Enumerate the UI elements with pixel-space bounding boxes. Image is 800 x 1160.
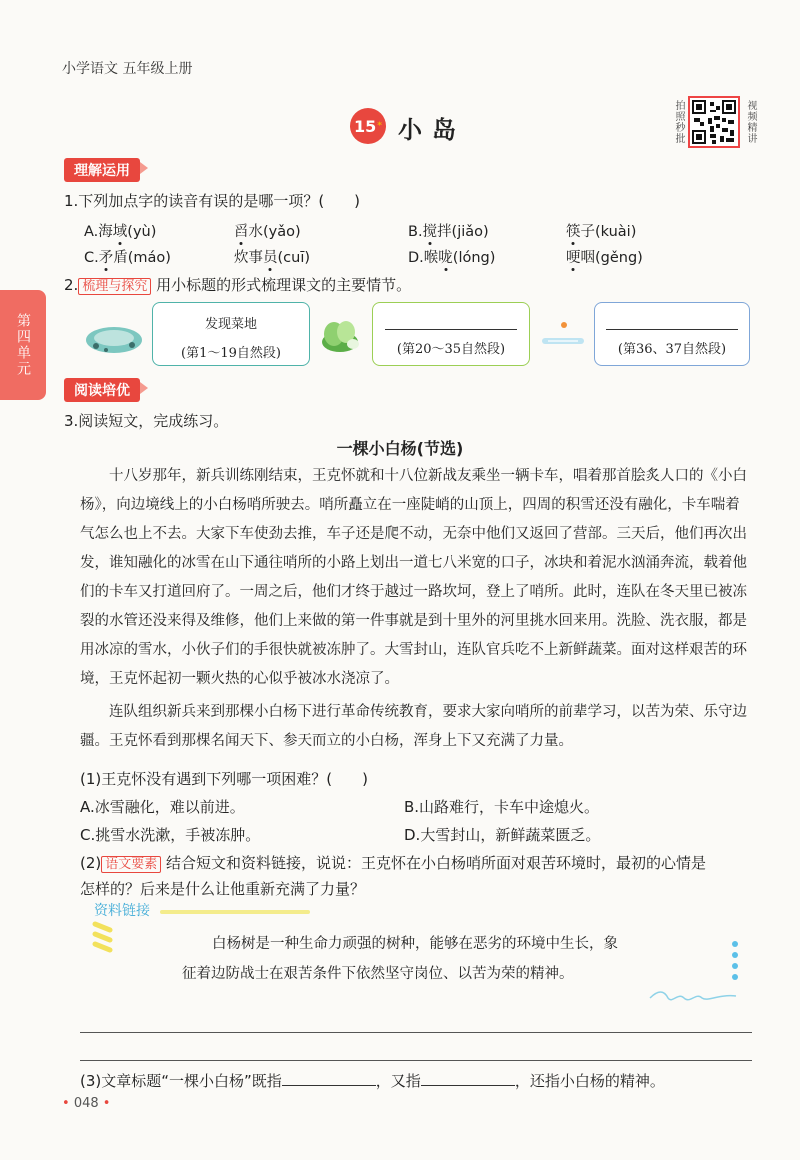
sub1-option-a: A.冰雪融化，难以前进。: [80, 798, 245, 816]
sub3-blank-2[interactable]: [421, 1071, 515, 1086]
qr-code-area: [672, 96, 756, 148]
q2-skill-tag: 梳理与探究: [78, 278, 151, 295]
q1-option-d2: 哽咽(gěng): [566, 250, 643, 266]
passage: [80, 462, 752, 756]
sub3-blank-1[interactable]: [282, 1071, 376, 1086]
qr-code-icon[interactable]: [688, 96, 740, 148]
question-2-stem: 2. 梳理与探究 用小标题的形式梳理课文的主要情节。: [64, 276, 412, 294]
resource-text-line-1: 白杨树是一种生命力顽强的树种，能够在恶劣的环境中生长，象: [212, 936, 618, 952]
unit-side-tab: 第四单元: [0, 290, 46, 400]
pencil-decoration-icon: [92, 920, 114, 964]
section-tag-reading: 阅读培优: [64, 378, 140, 402]
question-1-stem: 1.下列加点字的读音有误的是哪一项？( ): [64, 192, 361, 210]
answer-line-2[interactable]: [80, 1060, 752, 1061]
section-tag-comprehension: 理解运用: [64, 158, 140, 182]
page-number: • 048 •: [62, 1096, 111, 1111]
plot-box-3-answer-line[interactable]: [606, 329, 738, 330]
answer-line-1[interactable]: [80, 1032, 752, 1033]
plot-box-2[interactable]: [372, 302, 530, 366]
sub-question-3: (3)文章标题“一棵小白杨”既指 ，又指 ，还指小白杨的精神。: [80, 1072, 665, 1090]
plot-box-1: [152, 302, 310, 366]
sub-question-2-line-2: 怎样的？后来是什么让他重新充满了力量？: [80, 880, 366, 898]
passage-paragraph-1: 十八岁那年，新兵训练刚结束，王克怀就和十八位新战友乘坐一辆卡车，唱着那首脍炙人口的《小白杨》，向边境线上的小白杨哨所驶去。哨所矗立在一座陡峭的山顶上，四周的积雪还没有融化，卡车喘着气怎么也上不去。大家下车使劲去推，车子还是爬不动，无奈中他们又返回了营部。三天后，他们再次出发，谁知融化的冰雪在山下通往哨所的小路上划出一道七八米宽的口子，冰块和着泥水汹涌奔流，载着他们的卡车又打道回府了。一周之后，他们才终于越过一路坎坷，登上了哨所。此时，连队在冬天里已被冻裂的水管还没来得及维修，他们上来做的第一件事就是到十里外的河里挑水回来用。洗脸、洗衣服，都是用冰凉的雪水，小伙子们的手很快就被冻肿了。大雪封山，连队官兵吃不上新鲜蔬菜。面对这样艰苦的环境，王克怀起初一颗火热的心似乎被冰水浇凉了。: [80, 468, 747, 687]
lesson-number-badge: 15 *: [350, 108, 386, 144]
question-3-stem: 3.阅读短文，完成练习。: [64, 412, 229, 430]
cabbage-icon: [318, 318, 364, 358]
plot-box-3[interactable]: [594, 302, 750, 366]
q1-option-a1: A.海域(yù): [84, 224, 157, 240]
passage-paragraph-2: 连队组织新兵来到那棵小白杨下进行革命传统教育，要求大家向哨所的前辈学习，以苦为荣、乐守边疆。王克怀看到那棵名闻天下、参天而立的小白杨，浑身上下又充满了力量。: [80, 704, 747, 749]
qr-left-text: 拍照秒批: [673, 100, 684, 144]
resource-text-line-2: 征着边防战士在艰苦条件下依然坚守岗位、以苦为荣的精神。: [182, 966, 574, 982]
q1-option-d1: D.喉咙(lóng): [408, 250, 496, 266]
sub-question-1: (1)王克怀没有遇到下列哪一项困难？( ): [80, 770, 368, 788]
book-header: 小学语文 五年级上册: [62, 61, 193, 77]
plot-box-1-range: (第1～19自然段): [181, 346, 281, 361]
wave-decoration-icon: [648, 988, 738, 1008]
sub1-option-d: D.大雪封山，新鲜蔬菜匮乏。: [404, 826, 601, 844]
plot-box-2-range: (第20～35自然段): [396, 342, 506, 357]
passage-title: 一棵小白杨(节选): [336, 439, 464, 458]
q1-option-c2: 炊事员(cuī): [234, 250, 311, 266]
sub2-skill-tag: 语文要素: [101, 856, 161, 873]
lesson-title: 小岛: [398, 116, 466, 144]
resource-link-label: 资料链接: [94, 903, 150, 919]
plot-box-2-answer-line[interactable]: [385, 329, 517, 330]
lamp-icon: [540, 320, 586, 354]
island-icon: [84, 318, 144, 360]
q1-option-b1: B.搅拌(jiǎo): [408, 224, 489, 240]
plot-box-1-title: 发现菜地: [204, 317, 257, 332]
resource-highlight-bar: [160, 910, 310, 914]
dots-decoration-icon: [730, 940, 740, 994]
sub-question-2: (2) 语文要素 结合短文和资料链接，说说：王克怀在小白杨哨所面对艰苦环境时，最初的心情是: [80, 854, 707, 872]
sub1-option-c: C.挑雪水洗漱，手被冻肿。: [80, 826, 261, 844]
q1-option-b2: 筷子(kuài): [566, 224, 637, 240]
plot-box-3-range: (第36、37自然段): [617, 342, 727, 357]
q1-option-c1: C.矛盾(máo): [84, 250, 171, 266]
q1-option-a2: 舀水(yǎo): [234, 224, 301, 240]
qr-right-text: 视频精讲: [745, 100, 756, 144]
sub1-option-b: B.山路难行，卡车中途熄火。: [404, 798, 600, 816]
